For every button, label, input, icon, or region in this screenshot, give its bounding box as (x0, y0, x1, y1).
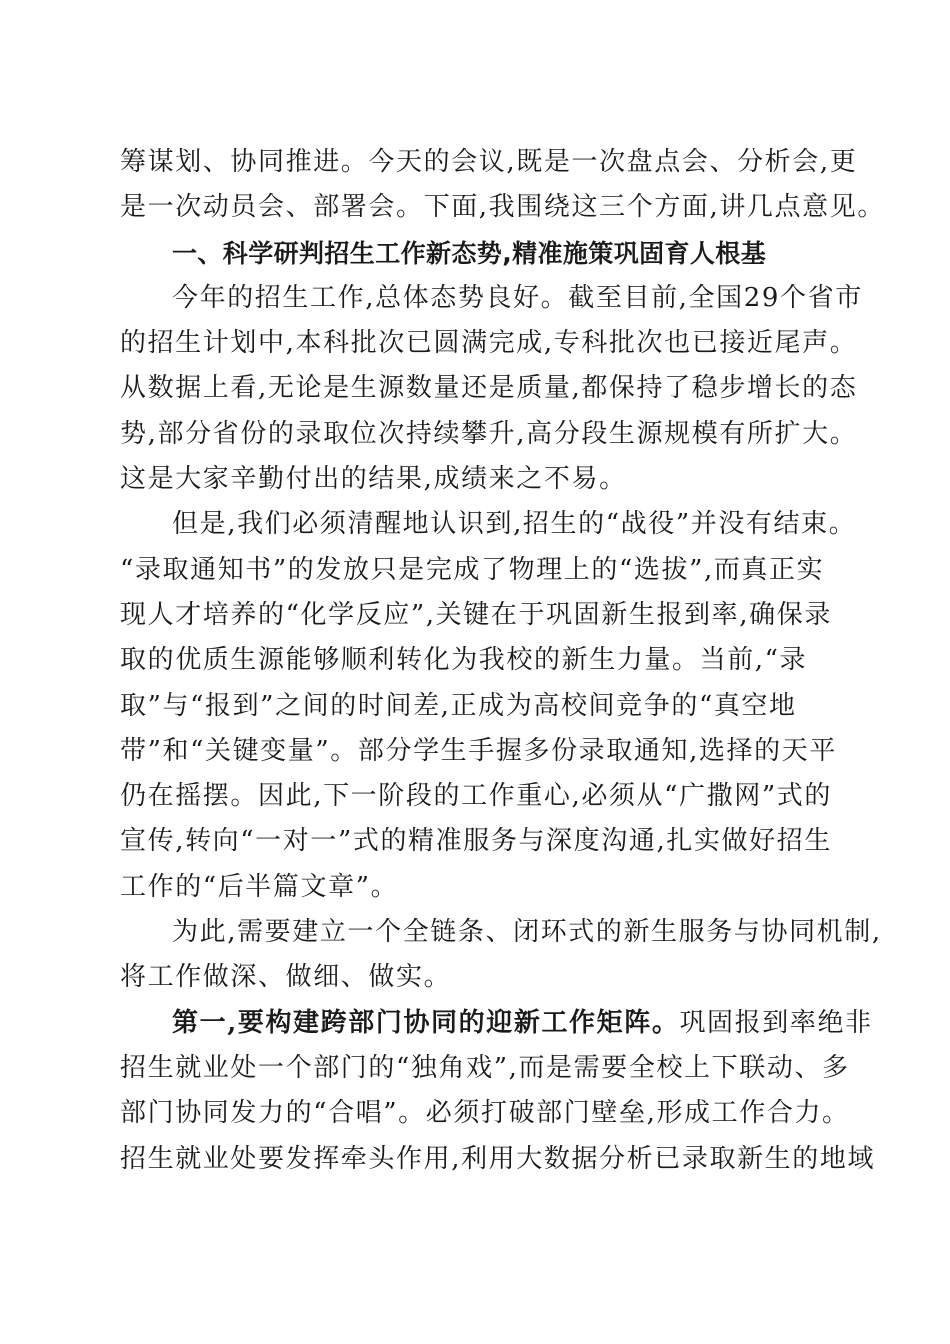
text-line: 将工作做深、做细、做实。 (120, 962, 452, 993)
text-line: 筹谋划、协同推进。今天的会议,既是一次盘点会、分析会,更 (120, 147, 858, 177)
text-run: 巩固报到率绝非 (679, 1007, 873, 1038)
bold-lead-in: 第一,要构建跨部门协同的迎新工作矩阵。 (172, 1007, 680, 1038)
text-line: 现人才培养的“化学反应”,关键在于巩固新生报到率,确保录 (120, 599, 832, 630)
text-line (120, 1001, 873, 1046)
text-line: “录取通知书”的发放只是完成了物理上的“选拔”,而真正实 (120, 554, 825, 585)
text-line: 今年的招生工作,总体态势良好。截至目前,全国29个省市 (172, 282, 863, 313)
text-line: 仍在摇摆。因此,下一阶段的工作重心,必须从“广撒网”式的 (120, 781, 832, 812)
text-line: 从数据上看,无论是生源数量还是质量,都保持了稳步增长的态 (120, 373, 858, 404)
text-line: 招生就业处一个部门的“独角戏”,而是需要全校上下联动、多 (120, 1052, 850, 1083)
text-line: 的招生计划中,本科批次已圆满完成,专科批次也已接近尾声。 (120, 328, 858, 359)
text-line: 取的优质生源能够顺利转化为我校的新生力量。当前,“录 (120, 645, 808, 676)
text-line: 势,部分省份的录取位次持续攀升,高分段生源规模有所扩大。 (120, 418, 858, 449)
text-line: 为此,需要建立一个全链条、闭环式的新生服务与协同机制, (172, 917, 882, 948)
text-line: 但是,我们必须清醒地认识到,招生的“战役”并没有结束。 (172, 509, 857, 540)
text-line: 宣传,转向“一对一”式的精准服务与深度沟通,扎实做好招生 (120, 826, 832, 857)
text-line: 这是大家辛勤付出的结果,成绩来之不易。 (120, 464, 627, 495)
text-line: 带”和“关键变量”。部分学生手握多份录取通知,选择的天平 (120, 735, 837, 766)
text-line: 工作的“后半篇文章”。 (120, 871, 399, 902)
text-line: 是一次动员会、部署会。下面,我围绕这三个方面,讲几点意见。 (120, 192, 885, 223)
section-heading: 一、科学研判招生工作新态势,精准施策巩固育人根基 (172, 238, 767, 268)
text-line: 取”与“报到”之间的时间差,正成为高校间竞争的“真空地 (120, 690, 797, 721)
document-body (120, 140, 885, 1182)
text-line: 部门协同发力的“合唱”。必须打破部门壁垒,形成工作合力。 (120, 1098, 850, 1129)
text-line: 招生就业处要发挥牵头作用,利用大数据分析已录取新生的地域 (120, 1143, 876, 1174)
